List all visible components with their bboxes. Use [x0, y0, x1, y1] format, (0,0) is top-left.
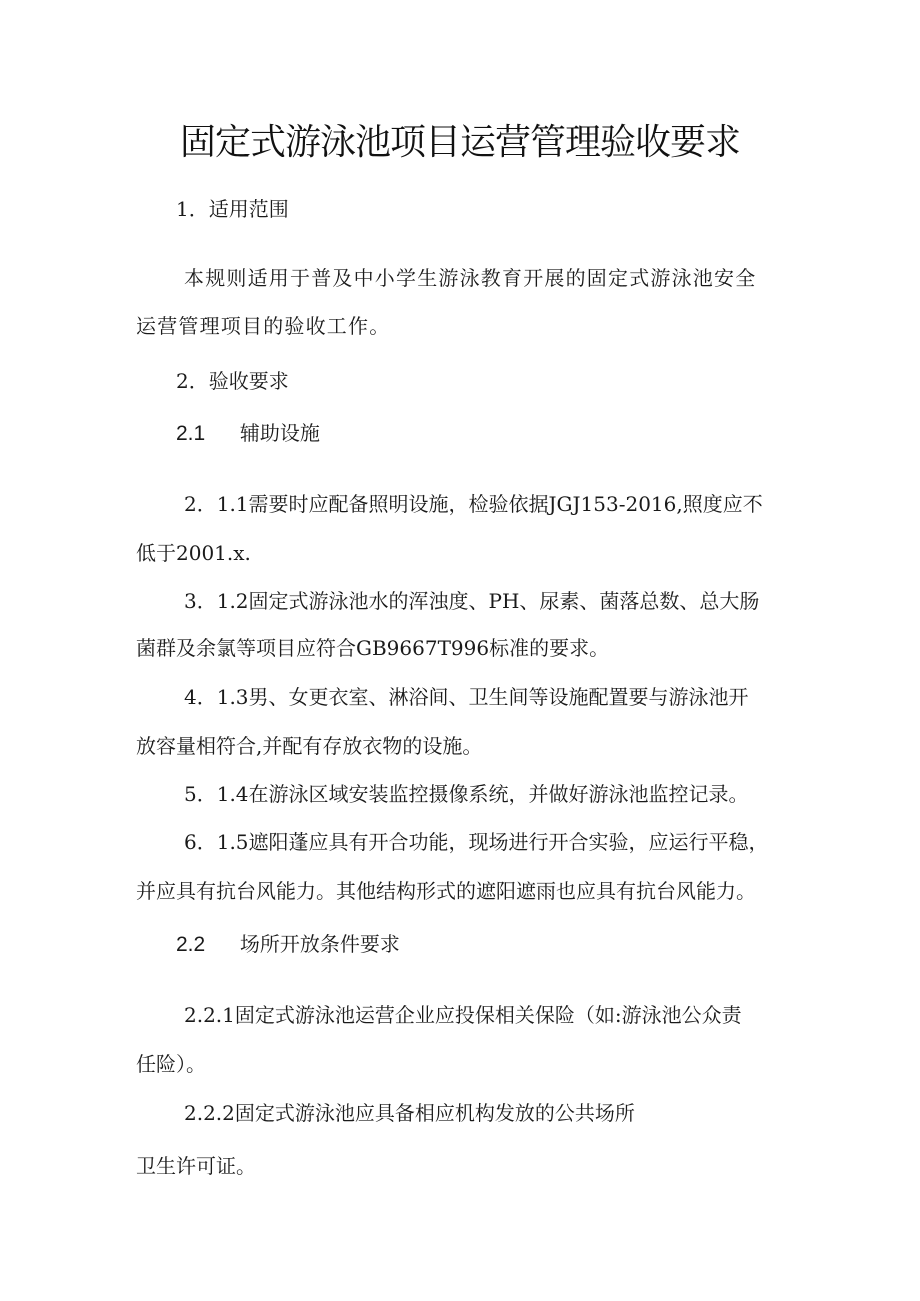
subsection-2-1-heading [176, 418, 320, 449]
item-2-1-1-line-2: 低于2001.x. [136, 541, 251, 565]
subsection-2-1-number: 2.1 [176, 422, 206, 445]
item-2-1-5-line-1: 6．1.5遮阳蓬应具有开合功能，现场进行开合实验，应运行平稳， [184, 830, 769, 854]
section-2-heading: 2．验收要求 [176, 369, 289, 393]
item-2-1-5-line-2: 并应具有抗台风能力。其他结构形式的遮阳遮雨也应具有抗台风能力。 [136, 879, 756, 903]
subsection-2-2-heading [176, 929, 400, 960]
item-2-2-1-line-1: 2.2.1固定式游泳池运营企业应投保相关保险（如:游泳池公众责 [184, 1003, 742, 1027]
item-2-2-2-line-1: 2.2.2固定式游泳池应具备相应机构发放的公共场所 [184, 1101, 635, 1125]
item-2-1-2-line-2: 菌群及余氯等项目应符合GB9667T996标准的要求。 [136, 636, 610, 660]
item-2-1-3-line-2: 放容量相符合,并配有存放衣物的设施。 [136, 734, 483, 758]
section-1-body-line-2: 运营管理项目的验收工作。 [136, 314, 391, 338]
subsection-2-2-number: 2.2 [176, 933, 206, 956]
item-2-2-1-line-2: 任险）。 [136, 1052, 206, 1076]
subsection-2-2-title: 场所开放条件要求 [239, 932, 400, 956]
item-2-2-2-line-2: 卫生许可证。 [136, 1154, 256, 1178]
item-2-1-4-line-1: 5．1.4在游泳区域安装监控摄像系统，并做好游泳池监控记录。 [184, 782, 749, 806]
item-2-1-1-line-1: 2．1.1需要时应配备照明设施，检验依据JGJ153-2016,照度应不 [184, 492, 763, 516]
subsection-2-1-title: 辅助设施 [239, 421, 320, 445]
document-title: 固定式游泳池项目运营管理验收要求 [179, 122, 740, 163]
section-1-heading: 1．适用范围 [176, 197, 289, 221]
item-2-1-3-line-1: 4．1.3男、女更衣室、淋浴间、卫生间等设施配置要与游泳池开 [184, 685, 749, 709]
item-2-1-2-line-1: 3．1.2固定式游泳池水的浑浊度、PH、尿素、菌落总数、总大肠 [184, 589, 760, 613]
section-1-body-line-1: 本规则适用于普及中小学生游泳教育开展的固定式游泳池安全 [184, 266, 757, 290]
